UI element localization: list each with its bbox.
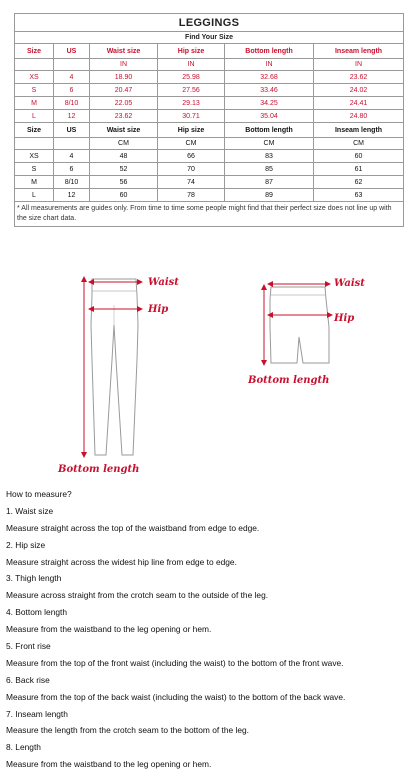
table-cell <box>15 59 54 71</box>
table-cell: IN <box>314 59 404 71</box>
table-cell: L <box>15 189 54 202</box>
table-row <box>15 110 404 123</box>
table-cell: 4 <box>54 150 90 163</box>
table-row <box>15 150 404 163</box>
shorts-illustration <box>270 287 329 363</box>
table-cell: Size <box>15 44 54 59</box>
howto-line: Measure straight across the top of the waistband from edge to edge. <box>6 522 260 533</box>
leggings-illustration <box>91 279 138 455</box>
table-row <box>15 84 404 97</box>
leggings-waist-label: Waist <box>148 277 179 288</box>
table-cell: 60 <box>90 189 158 202</box>
table-cell: S <box>15 84 54 97</box>
table-row <box>15 71 404 84</box>
chart-title: LEGGINGS <box>15 14 404 32</box>
table-cell: 87 <box>225 176 314 189</box>
howto-line: 8. Length <box>6 742 41 753</box>
table-cell: Bottom length <box>225 44 314 59</box>
table-cell: CM <box>225 138 314 150</box>
table-cell: 23.62 <box>90 110 158 123</box>
howto-line: Measure straight across the widest hip line from edge to edge. <box>6 556 237 567</box>
table-cell <box>15 138 54 150</box>
table-cell: 48 <box>90 150 158 163</box>
table-cell: M <box>15 97 54 110</box>
table-header-row <box>15 123 404 138</box>
leggings-hip-label: Hip <box>148 304 169 315</box>
measurement-note: * All measurements are guides only. From time to time some people might find that their perfect size does not line up with the size chart data. <box>15 202 404 227</box>
table-cell: Bottom length <box>225 123 314 138</box>
table-cell: 35.04 <box>225 110 314 123</box>
table-cell: Inseam length <box>314 44 404 59</box>
table-cell: Hip size <box>158 123 225 138</box>
table-cell: 8/10 <box>54 97 90 110</box>
table-cell: 74 <box>158 176 225 189</box>
table-cell: Waist size <box>90 44 158 59</box>
table-cell: 32.68 <box>225 71 314 84</box>
table-cell: 33.46 <box>225 84 314 97</box>
howto-heading: How to measure? <box>6 489 72 499</box>
leggings-bottom-label: Bottom length <box>58 464 140 475</box>
table-cell: 18.90 <box>90 71 158 84</box>
howto-line: Measure from the waistband to the leg opening or hem. <box>6 759 212 770</box>
table-cell: 52 <box>90 163 158 176</box>
unit-row <box>15 138 404 150</box>
table-cell: XS <box>15 150 54 163</box>
table-cell: L <box>15 110 54 123</box>
table-cell: 56 <box>90 176 158 189</box>
table-cell: 83 <box>225 150 314 163</box>
howto-line: 3. Thigh length <box>6 573 62 584</box>
table-cell: 20.47 <box>90 84 158 97</box>
table-row <box>15 97 404 110</box>
table-cell: Waist size <box>90 123 158 138</box>
table-cell: 27.56 <box>158 84 225 97</box>
shorts-hip-label: Hip <box>334 313 355 324</box>
table-cell <box>54 59 90 71</box>
table-cell: 22.05 <box>90 97 158 110</box>
table-cell: 6 <box>54 84 90 97</box>
table-cell: 30.71 <box>158 110 225 123</box>
table-cell: 24.80 <box>314 110 404 123</box>
table-header-row <box>15 44 404 59</box>
table-cell: Inseam length <box>314 123 404 138</box>
table-cell: 34.25 <box>225 97 314 110</box>
table-cell: 89 <box>225 189 314 202</box>
howto-line: 2. Hip size <box>6 539 46 550</box>
chart-subtitle: Find Your Size <box>15 32 404 44</box>
table-cell: CM <box>90 138 158 150</box>
howto-line: 1. Waist size <box>6 505 54 516</box>
shorts-waist-label: Waist <box>334 278 365 289</box>
table-cell: Hip size <box>158 44 225 59</box>
table-cell: 61 <box>314 163 404 176</box>
table-cell: 70 <box>158 163 225 176</box>
table-cell: M <box>15 176 54 189</box>
note-row <box>15 202 404 227</box>
how-to-measure <box>6 486 414 773</box>
table-cell: 85 <box>225 163 314 176</box>
diagram-svg <box>0 265 416 480</box>
size-table <box>14 13 404 227</box>
table-cell: 12 <box>54 110 90 123</box>
table-cell: 23.62 <box>314 71 404 84</box>
table-cell: 8/10 <box>54 176 90 189</box>
howto-line: 5. Front rise <box>6 641 51 652</box>
table-cell: 62 <box>314 176 404 189</box>
table-row <box>15 176 404 189</box>
howto-line: Measure from the top of the front waist (including the waist) to the bottom of the front wave. <box>6 657 344 668</box>
howto-line: 7. Inseam length <box>6 708 68 719</box>
howto-line: 4. Bottom length <box>6 607 67 618</box>
measurement-diagrams <box>0 265 416 480</box>
table-cell: US <box>54 123 90 138</box>
shorts-bottom-label: Bottom length <box>248 375 330 386</box>
table-row <box>15 189 404 202</box>
table-cell: IN <box>225 59 314 71</box>
table-cell: 78 <box>158 189 225 202</box>
howto-line: 6. Back rise <box>6 674 50 685</box>
table-cell: 29.13 <box>158 97 225 110</box>
howto-line: Measure the length from the crotch seam to the bottom of the leg. <box>6 725 250 736</box>
table-cell: 24.02 <box>314 84 404 97</box>
table-cell: US <box>54 44 90 59</box>
table-cell: 4 <box>54 71 90 84</box>
howto-line: Measure from the waistband to the leg opening or hem. <box>6 624 212 635</box>
table-cell: 60 <box>314 150 404 163</box>
table-cell: S <box>15 163 54 176</box>
unit-row <box>15 59 404 71</box>
table-cell: IN <box>158 59 225 71</box>
table-cell: IN <box>90 59 158 71</box>
table-cell: 12 <box>54 189 90 202</box>
table-cell: 25.98 <box>158 71 225 84</box>
howto-line: Measure across straight from the crotch seam to the outside of the leg. <box>6 590 269 601</box>
table-cell: 6 <box>54 163 90 176</box>
table-cell <box>54 138 90 150</box>
table-cell: 63 <box>314 189 404 202</box>
howto-line: Measure from the top of the back waist (including the waist) to the bottom of the back wave. <box>6 691 346 702</box>
table-cell: CM <box>314 138 404 150</box>
table-cell: XS <box>15 71 54 84</box>
table-row <box>15 163 404 176</box>
table-cell: Size <box>15 123 54 138</box>
table-cell: 24.41 <box>314 97 404 110</box>
table-cell: CM <box>158 138 225 150</box>
table-cell: 66 <box>158 150 225 163</box>
size-chart <box>14 13 403 227</box>
